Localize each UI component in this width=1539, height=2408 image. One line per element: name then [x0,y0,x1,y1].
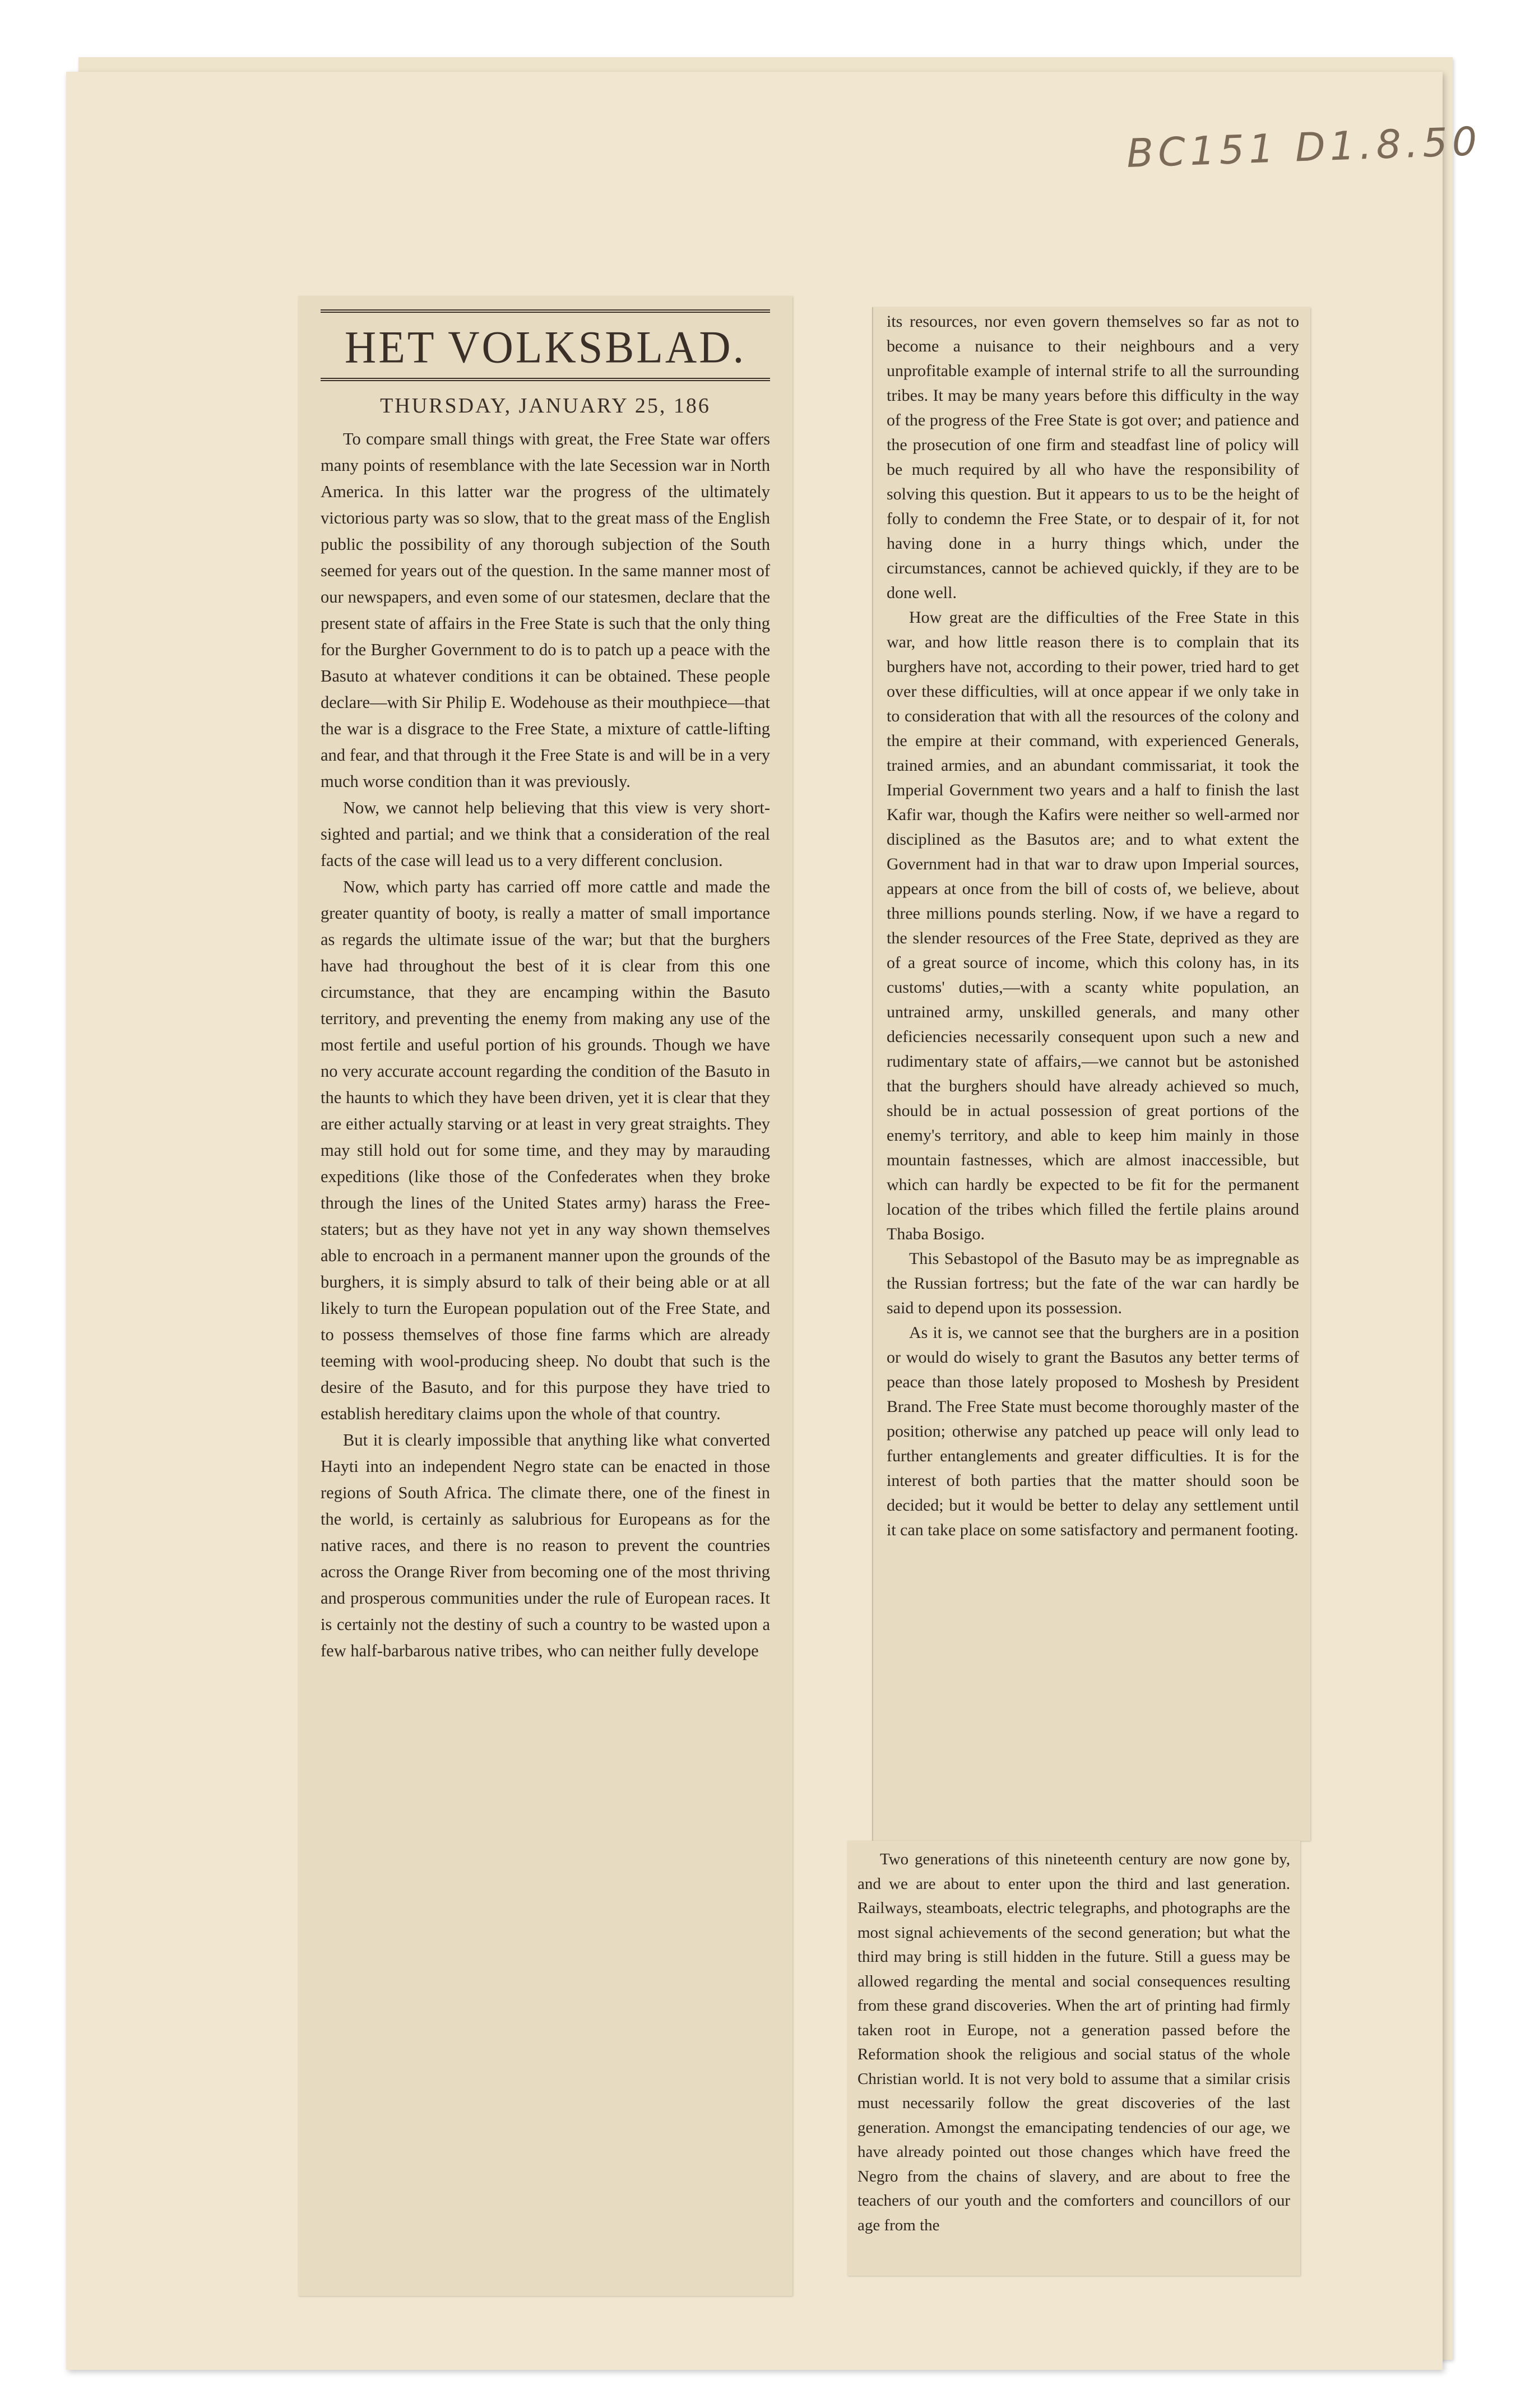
paragraph: To compare small things with great, the Free State war offers many points of resemblance with the late Secession war in North America. In this latter war the progress of the ultimately victorious party was so slow, that to the great mass of the English public the possibility of any thorough subjection of the South seemed for years out of the question. In the same manner most of our newspapers, and even some of our statesmen, declare that the present state of affairs in the Free State is such that the only thing for the Burgher Government to do is to patch up a peace with the Basuto at whatever conditions it can be obtained. These people declare—with Sir Philip E. Wodehouse as their mouthpiece—that the war is a disgrace to the Free State, a mixture of cattle-lifting and fear, and that through it the Free State is and will be in a very much worse condition than it was previously. [321,429,770,791]
paragraph: Now, we cannot help believing that this view is very short-sighted and partial; and we think that a consideration of the real facts of the case will lead us to a very different conclusion. [321,798,770,870]
article-column-3 [857,1847,1290,2238]
masthead [321,296,770,418]
paragraph: As it is, we cannot see that the burghers are in a position or would do wisely to grant the Basutos any better terms of peace than those lately proposed to Moshesh by President Brand. The Free State must become thoroughly master of the position; otherwise any patched up peace will only lead to further entanglements and greater difficulties. It is for the interest of both parties that the matter should soon be decided; but it would be better to delay any settlement until it can take place on some satisfactory and permanent footing. [887,1323,1299,1539]
newspaper-title: HET VOLKSBLAD. [344,321,747,373]
paragraph: This Sebastopol of the Basuto may be as impregnable as the Russian fortress; but the fate of the war can hardly be said to depend upon its possession. [887,1249,1299,1317]
clipping-column-3 [847,1841,1300,2276]
article-column-2 [887,309,1299,1543]
article-column-1 [321,426,770,1664]
masthead-rule-bottom [321,378,770,381]
masthead-rule-top [321,309,770,313]
dateline: THURSDAY, JANUARY 25, 186 [380,394,711,418]
paragraph: Now, which party has carried off more cattle and made the greater quantity of booty, is really a matter of small importance as regards the ultimate issue of the war; but that the burghers have had throughout the best of it is clear from this one circumstance, that they are encamping within the Basuto territory, and preventing the enemy from making any use of the most fertile and useful portion of his grounds. Though we have no very accurate account regarding the condition of the Basuto in the haunts to which they have been driven, yet it is clear that they are either actually starving or at least in very great straights. They may still hold out for some time, and they may by marauding expeditions (like those of the Confederates when they broke through the lines of the United States army) harass the Free-staters; but as they have not yet in any way shown themselves able to encroach in a permanent manner upon the grounds of the burghers, it is simply absurd to talk of their being able or at all likely to turn the European population out of the Free State, and to possess themselves of those fine farms which are already teeming with wool-producing sheep. No doubt that such is the desire of the Basuto, and for this purpose they have tried to establish hereditary claims upon the whole of that country. [321,877,770,1423]
clipping-column-1 [298,296,792,2296]
paragraph: its resources, nor even govern themselves so far as not to become a nuisance to their neighbours and a very unprofitable example of internal strife to all the surrounding tribes. It may be many years before this difficulty in the way of the progress of the Free State is got over; and patience and the prosecution of one firm and steadfast line of policy will be much required by all who have the responsibility of solving this question. But it appears to us to be the height of folly to condemn the Free State, or to despair of it, for not having done in a hurry things which, under the circumstances, cannot be achieved quickly, if they are to be done well. [887,312,1299,602]
paragraph: Two generations of this nineteenth century are now gone by, and we are about to enter upon the third and last generation. Railways, steamboats, electric telegraphs, and photographs are the most signal achievements of the second generation; but what the third may bring is still hidden in the future. Still a guess may be allowed regarding the mental and social consequences resulting from these grand discoveries. When the art of printing had firmly taken root in Europe, not a generation passed before the Reformation shook the religious and social status of the whole Christian world. It is not very bold to assume that a similar crisis must necessarily follow the great discoveries of the last generation. Amongst the emancipating tendencies of our age, we have already pointed out those changes which have freed the Negro from the chains of slavery, and are about to free the teachers of our youth and the comforters and councillors of our age from the [857,1850,1290,2234]
paragraph: But it is clearly impossible that anything like what converted Hayti into an independent Negro state can be enacted in those regions of South Africa. The climate there, one of the finest in the world, is certainly as salubrious for Europeans as for the native races, and there is no reason to prevent the countries across the Orange River from becoming one of the most thriving and prosperous communities under the rule of European races. It is certainly not the destiny of such a country to be wasted upon a few half-barbarous native tribes, who can neither fully develope [321,1430,770,1660]
clipping-column-2 [872,307,1310,1841]
paragraph: How great are the difficulties of the Free State in this war, and how little reason there is to complain that its burghers have not, according to their power, tried hard to get over these difficulties, will at once appear if we only take in to consideration that with all the resources of the colony and the empire at their command, with experienced Generals, trained armies, and an abundant commissariat, it took the Imperial Government two years and a half to finish the last Kafir war, though the Kafirs were neither so well-armed nor disciplined as the Basutos are; and to what extent the Government had in that war to draw upon Imperial sources, appears at once from the bill of costs of, we believe, about three millions pounds sterling. Now, if we have a regard to the slender resources of the Free State, deprived as they are of a great source of income, which this colony has, in its customs' duties,—with a scanty white population, an untrained army, unskilled generals, and many other deficiencies necessarily consequent upon such a new and rudimentary state of affairs,—we cannot but be astonished that the burghers should have already achieved so much, should be in actual possession of great portions of the enemy's territory, and able to keep him mainly in those mountain fastnesses, which are almost inaccessible, but which can hardly be expected to be fit for the permanent location of the tribes which filled the fertile plains around Thaba Bosigo. [887,608,1299,1243]
catalog-mark: BC151 D1.8.50 [1125,118,1482,177]
